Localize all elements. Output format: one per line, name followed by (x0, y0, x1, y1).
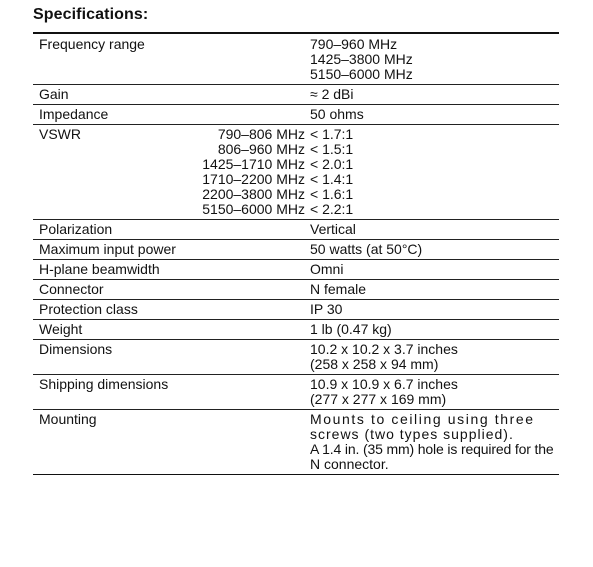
vswr-value: < 1.6:1 (310, 186, 354, 202)
spec-value: Omni (310, 261, 344, 277)
title-divider (33, 32, 559, 34)
spec-row-gain (33, 85, 559, 105)
vswr-value: < 2.0:1 (310, 156, 354, 172)
vswr-band: 2200–3800 MHz (202, 186, 305, 202)
spec-row-frequency (33, 35, 559, 85)
shipping-value: (277 x 277 x 169 mm) (310, 391, 447, 407)
spec-row-protection (33, 300, 559, 320)
spec-value: 1 lb (0.47 kg) (310, 321, 392, 337)
spec-title: Specifications: (33, 6, 149, 23)
spec-row-dimensions (33, 340, 559, 375)
vswr-value: < 1.5:1 (310, 141, 354, 157)
spec-value (305, 125, 559, 220)
frequency-value: 790–960 MHz (310, 36, 398, 52)
vswr-value: < 1.7:1 (310, 126, 354, 142)
spec-row-beamwidth (33, 260, 559, 280)
spec-value (305, 340, 559, 375)
spec-value (305, 35, 559, 85)
mounting-line: A 1.4 in. (35 mm) hole is required for the (310, 441, 554, 457)
spec-value: 50 ohms (310, 106, 364, 122)
spec-row-shipping (33, 375, 559, 410)
spec-row-mounting (33, 410, 559, 475)
spec-row-max-power (33, 240, 559, 260)
spec-label: Impedance (39, 106, 109, 122)
spec-row-weight (33, 320, 559, 340)
spec-row-polarization (33, 220, 559, 240)
mounting-line: Mounts to ceiling using three (310, 411, 535, 427)
spec-label: Connector (39, 281, 104, 297)
spec-label: Polarization (39, 221, 113, 237)
dimensions-value: (258 x 258 x 94 mm) (310, 356, 439, 372)
spec-label: Maximum input power (39, 241, 176, 257)
spec-value: Vertical (310, 221, 356, 237)
frequency-value: 1425–3800 MHz (310, 51, 413, 67)
spec-value (305, 410, 559, 475)
vswr-band: 1710–2200 MHz (202, 171, 305, 187)
spec-value: ≈ 2 dBi (310, 86, 354, 102)
spec-value: N female (310, 281, 367, 297)
spec-label: Frequency range (39, 36, 145, 52)
vswr-value: < 1.4:1 (310, 171, 354, 187)
shipping-value: 10.9 x 10.9 x 6.7 inches (310, 376, 458, 392)
dimensions-value: 10.2 x 10.2 x 3.7 inches (310, 341, 458, 357)
spec-row-impedance (33, 105, 559, 125)
vswr-band: 790–806 MHz (217, 126, 305, 142)
spec-label: Mounting (39, 411, 97, 427)
spec-label: Shipping dimensions (39, 376, 169, 392)
mounting-line: N connector. (310, 456, 389, 472)
mounting-line: screws (two types supplied). (310, 426, 514, 442)
spec-label: H-plane beamwidth (39, 261, 160, 277)
vswr-band: 806–960 MHz (217, 141, 305, 157)
spec-value: IP 30 (310, 301, 343, 317)
vswr-value: < 2.2:1 (310, 201, 354, 217)
vswr-band: 1425–1710 MHz (202, 156, 305, 172)
spec-table (33, 35, 559, 475)
vswr-bands (121, 127, 305, 217)
spec-value (305, 375, 559, 410)
spec-label: Dimensions (39, 341, 113, 357)
spec-row-connector (33, 280, 559, 300)
spec-label: Protection class (39, 301, 138, 317)
spec-label: VSWR (39, 126, 81, 142)
vswr-label-cell (33, 125, 305, 220)
frequency-value: 5150–6000 MHz (310, 66, 413, 82)
spec-value: 50 watts (at 50°C) (310, 241, 423, 257)
spec-label: Weight (39, 321, 83, 337)
spec-label: Gain (39, 86, 69, 102)
vswr-band: 5150–6000 MHz (202, 201, 305, 217)
spec-row-vswr (33, 125, 559, 220)
